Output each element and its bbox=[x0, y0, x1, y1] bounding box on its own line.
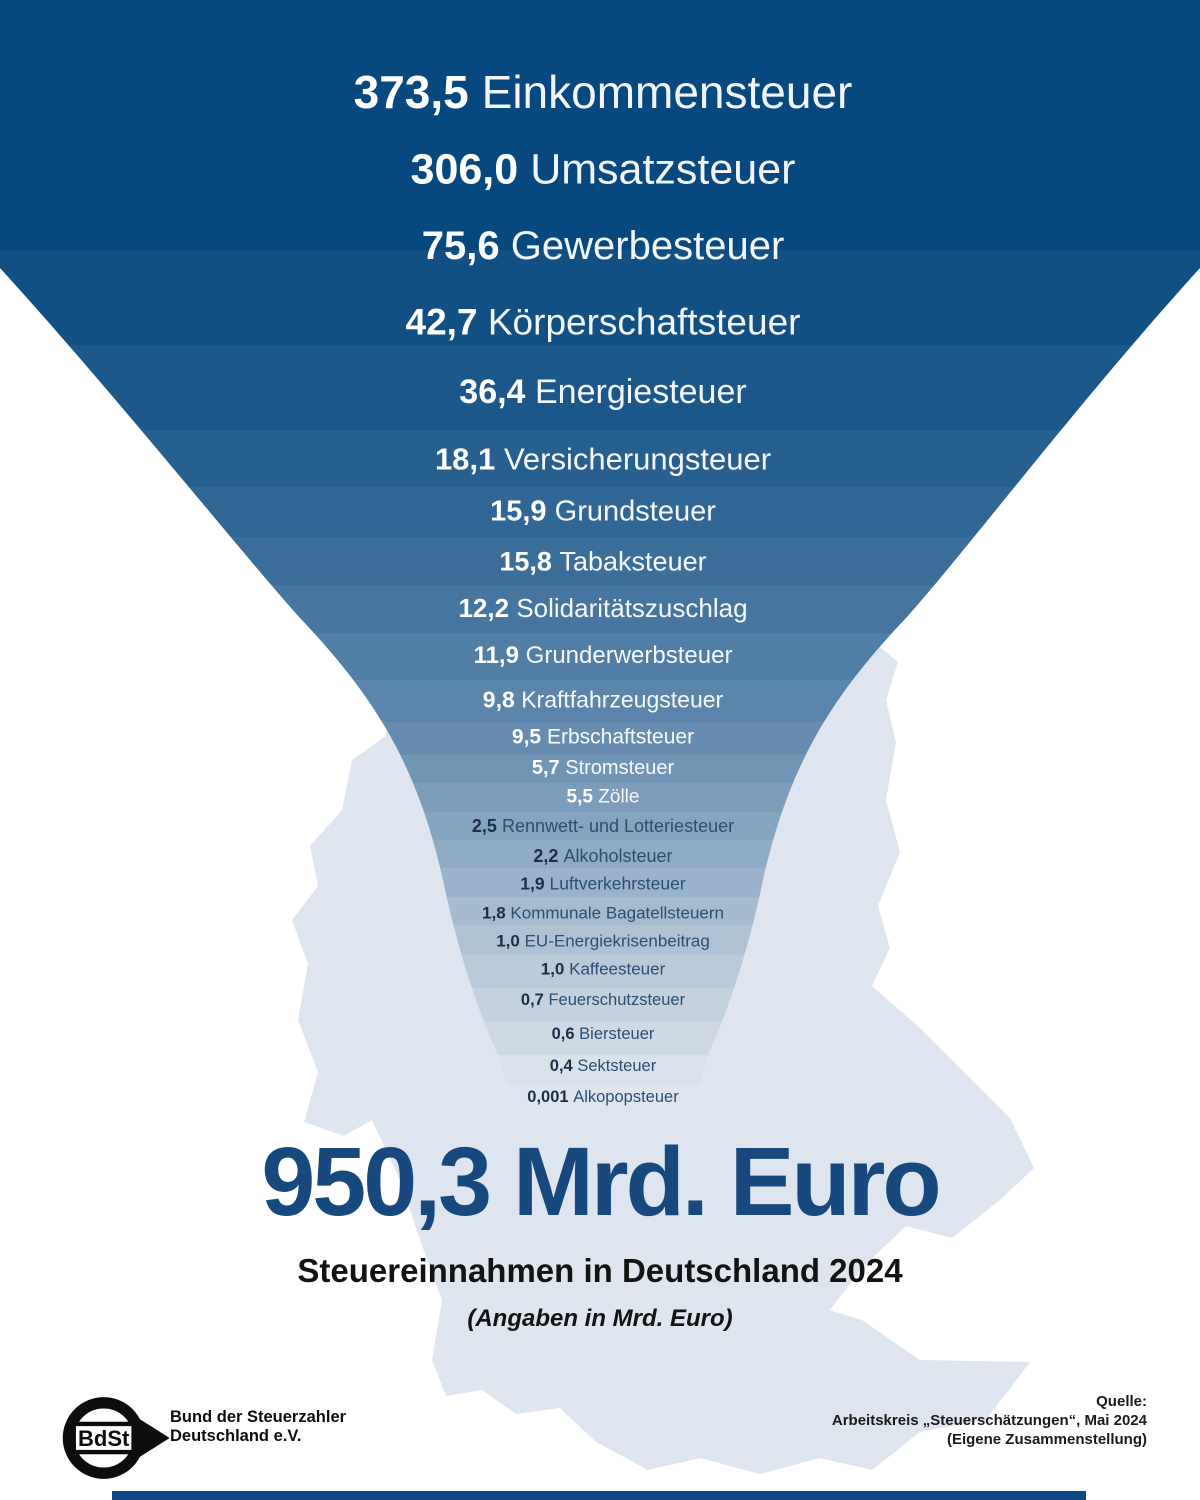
tax-label: EU-Energiekrisenbeitrag bbox=[524, 931, 710, 951]
tax-value: 0,001 bbox=[527, 1087, 569, 1106]
tax-value: 1,0 bbox=[540, 959, 565, 979]
tax-label: Umsatzsteuer bbox=[530, 145, 796, 194]
source-note bbox=[832, 1392, 1147, 1449]
source-line-1: Quelle: bbox=[1096, 1393, 1147, 1410]
logo-arrow-icon bbox=[136, 1417, 169, 1459]
funnel-row bbox=[3, 961, 1200, 978]
tax-value: 18,1 bbox=[434, 441, 496, 477]
logo-text: BdSt bbox=[77, 1425, 130, 1451]
tax-label: Kraftfahrzeugsteuer bbox=[521, 686, 724, 713]
footer-bar bbox=[112, 1491, 1086, 1500]
funnel-row bbox=[3, 758, 1200, 778]
tax-label: Alkoholsteuer bbox=[563, 846, 673, 866]
tax-value: 11,9 bbox=[473, 642, 519, 669]
tax-value: 42,7 bbox=[405, 301, 478, 343]
funnel-row bbox=[3, 1058, 1200, 1075]
tax-label: Sektsteuer bbox=[577, 1056, 657, 1075]
org-line-2: Deutschland e.V. bbox=[170, 1427, 302, 1445]
chart-subtitle: Steuereinnahmen in Deutschland 2024 bbox=[297, 1252, 903, 1290]
tax-label: Stromsteuer bbox=[565, 757, 675, 779]
tax-label: Tabaksteuer bbox=[559, 546, 707, 577]
tax-label: Kommunale Bagatellsteuern bbox=[510, 903, 724, 923]
funnel-row bbox=[3, 546, 1200, 577]
tax-value: 9,5 bbox=[511, 725, 542, 749]
tax-label: Grunderwerbsteuer bbox=[525, 642, 733, 669]
funnel-row bbox=[3, 933, 1200, 950]
funnel-row bbox=[3, 817, 1200, 835]
organization-name bbox=[170, 1408, 346, 1446]
tax-value: 5,5 bbox=[566, 786, 593, 808]
tax-value: 36,4 bbox=[459, 373, 526, 411]
tax-label: Luftverkehrsteuer bbox=[549, 873, 686, 894]
tax-value: 1,8 bbox=[482, 903, 506, 923]
funnel-row bbox=[3, 66, 1200, 118]
total-revenue: 950,3 Mrd. Euro bbox=[261, 1127, 939, 1236]
tax-value: 75,6 bbox=[421, 224, 500, 268]
tax-value: 5,7 bbox=[531, 757, 560, 779]
funnel-row bbox=[3, 595, 1200, 621]
tax-value: 306,0 bbox=[410, 145, 519, 194]
tax-label: Rennwett- und Lotteriesteuer bbox=[501, 816, 735, 836]
funnel-row bbox=[3, 1089, 1200, 1106]
tax-value: 1,0 bbox=[496, 931, 520, 951]
funnel-row bbox=[3, 847, 1200, 865]
bdst-logo bbox=[62, 1394, 177, 1482]
funnel-row bbox=[3, 788, 1200, 807]
tax-value: 12,2 bbox=[458, 593, 510, 623]
tax-label: Kaffeesteuer bbox=[569, 959, 666, 979]
funnel-row bbox=[3, 905, 1200, 922]
funnel-row bbox=[3, 375, 1200, 409]
tax-label: Feuerschutzsteuer bbox=[548, 990, 686, 1009]
source-line-2: Arbeitskreis „Steuerschätzungen“, Mai 2024 bbox=[831, 1412, 1147, 1429]
tax-label: Körperschaftsteuer bbox=[487, 301, 801, 343]
tax-value: 373,5 bbox=[353, 66, 469, 118]
tax-label: Versicherungsteuer bbox=[503, 441, 772, 477]
tax-label: Erbschaftsteuer bbox=[547, 725, 695, 749]
funnel-row bbox=[3, 145, 1200, 194]
tax-label: Grundsteuer bbox=[554, 495, 716, 528]
totals-block bbox=[0, 1127, 1200, 1334]
funnel-row bbox=[3, 875, 1200, 893]
tax-label: Zölle bbox=[598, 786, 640, 808]
tax-label: Solidaritätszuschlag bbox=[516, 593, 748, 623]
tax-value: 0,7 bbox=[520, 990, 544, 1009]
funnel-row bbox=[3, 226, 1200, 266]
tax-label: Biersteuer bbox=[579, 1024, 655, 1043]
funnel-row bbox=[3, 686, 1200, 713]
tax-value: 0,4 bbox=[549, 1056, 573, 1075]
funnel-row bbox=[3, 727, 1200, 748]
funnel-row bbox=[3, 644, 1200, 668]
org-line-1: Bund der Steuerzahler bbox=[170, 1408, 347, 1426]
tax-value: 2,2 bbox=[533, 846, 559, 866]
tax-value: 2,5 bbox=[471, 816, 497, 836]
tax-value: 1,9 bbox=[520, 873, 545, 894]
tax-value: 15,8 bbox=[499, 546, 552, 577]
tax-label: Alkopopsteuer bbox=[573, 1087, 679, 1106]
tax-value: 9,8 bbox=[482, 686, 515, 713]
funnel-row bbox=[3, 301, 1200, 343]
tax-value: 0,6 bbox=[551, 1024, 575, 1043]
tax-label: Energiesteuer bbox=[535, 373, 747, 411]
tax-label: Einkommensteuer bbox=[481, 66, 853, 118]
funnel-row bbox=[3, 1026, 1200, 1043]
funnel-row bbox=[3, 992, 1200, 1009]
tax-value: 15,9 bbox=[490, 495, 547, 528]
funnel-row bbox=[3, 441, 1200, 477]
funnel-row bbox=[3, 495, 1200, 528]
source-line-3: (Eigene Zusammenstellung) bbox=[946, 1431, 1147, 1448]
tax-label: Gewerbesteuer bbox=[510, 224, 785, 268]
unit-note: (Angaben in Mrd. Euro) bbox=[467, 1305, 733, 1333]
